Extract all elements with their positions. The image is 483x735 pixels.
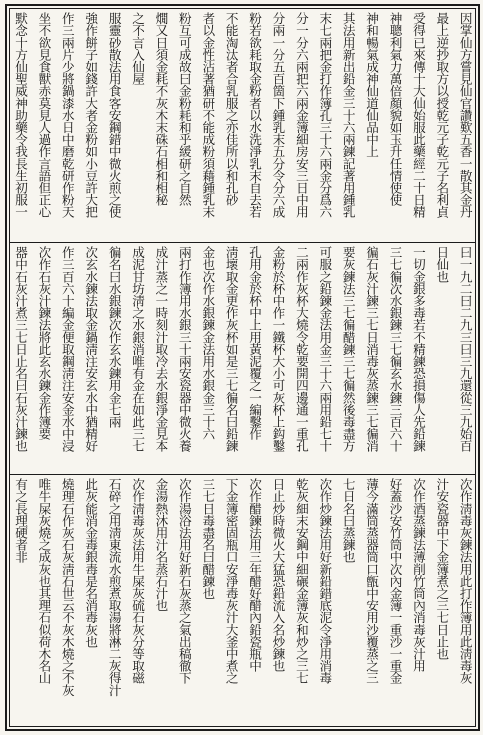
text-column: 好蓋沙安竹筒中次內金簿一重沙一重金 xyxy=(387,478,403,684)
text-column: 強作餅子如錢許大者金粉如小豆許大把 xyxy=(83,12,99,218)
text-column: 薄今滿筒蒸器筒口甑中安用沙覆蒸之三 xyxy=(364,478,380,684)
text-column: 粉互可成故曰金粉耗和乎緩研之自然 xyxy=(176,12,192,206)
text-column: 日仙也 xyxy=(434,246,450,283)
text-column: 七日名曰蒸鍊也 xyxy=(340,478,356,563)
text-column: 三七日毒盡名曰醋鍊也 xyxy=(200,478,216,599)
text-column: 下金簿密固瓶口安淨毒灰汁大釜中煮之 xyxy=(223,478,239,684)
text-column: 石碎之用淸東流水煎煮取湯將淋二灰得汁 xyxy=(106,478,122,696)
text-column: 燒理石作灰石灰淸石世云不灰木燒之不灰 xyxy=(59,478,75,696)
text-column: 器中石灰汁煮三七日止名曰石灰汁鍊也 xyxy=(13,246,28,452)
text-column: 淸壞取金更作灰杯如是三七徧名曰鉛鍊 xyxy=(223,246,239,452)
text-column: 分一分六兩把六兩金簿細房安三日中用 xyxy=(293,12,309,218)
text-column: 最上逆抄取方以授乾元子乾元子名利貞 xyxy=(434,12,450,218)
page-border xyxy=(5,4,480,731)
text-column: 次玄水鍊法取金鍋淸注安玄水中猶精好 xyxy=(83,246,99,452)
text-column: 兩打作簿用水銀三十兩安瓷器中微火養 xyxy=(176,246,192,452)
text-column: 徧石灰汁鍊三七日消毒灰蒸鍊三七徧消 xyxy=(364,246,380,452)
text-column: 曰一九二曰二九三曰三九還從三九始百 xyxy=(457,246,473,452)
text-column: 金也次作水銀鍊金法用水銀金三十六 xyxy=(200,246,216,440)
text-column: 次作炒鍊法用好新鉛錯底泥令淨用消毒 xyxy=(317,478,333,684)
top-register xyxy=(12,12,473,239)
text-column: 次作淸毒灰鍊法用此打作簿用此淸毒灰 xyxy=(457,478,473,684)
register-divider-2 xyxy=(10,474,475,475)
text-column: 次作酒蒸鍊法薄削竹筒內消毒灰汁用 xyxy=(410,478,426,672)
text-column: 徧名曰水銀鍊次作玄水鍊用金七兩 xyxy=(106,246,122,428)
text-column: 唯牛屎灰燒之成灰也其理石似荷木名山 xyxy=(36,478,52,684)
middle-register xyxy=(12,246,473,471)
register-divider-1 xyxy=(10,242,475,243)
text-column: 乾灰細末安鋼中細碾金簿灰和炒之三七 xyxy=(293,478,309,684)
text-column: 粉若欲耗取金粉者以水洗淨乳末自去若 xyxy=(247,12,263,218)
text-column: 服靈砂散法用食客安鋼錯中微火煎之使 xyxy=(106,12,122,218)
text-column: 此灰能消金毒銀毒是名消毒灰也 xyxy=(83,478,99,648)
bottom-register xyxy=(12,478,473,729)
text-column: 分兩一分五百箇下鍾乳末五分令分六成 xyxy=(270,12,286,218)
text-column: 作三百六十編金便取鋼淸注安金水中浸 xyxy=(59,246,75,452)
text-column: 次作石灰汁鍊法將此玄水鍊金作簿要 xyxy=(36,246,52,440)
text-column: 次作醋鍊法用三年醋好醋內鉛瓷瓶中 xyxy=(247,478,263,672)
text-column: 有之長理硬者非 xyxy=(13,478,28,563)
text-column: 次作湯浴法用好新石灰蒸之氣出稿徹下 xyxy=(176,478,192,684)
text-column: 孔用金於杯中上用黃泥覆之一編鑿作 xyxy=(247,246,263,440)
text-column: 受得已來傳十大仙始服此藥經二十日精 xyxy=(410,12,426,218)
text-column: 三七徧次水銀鍊三七徧玄水鍊三百六十 xyxy=(387,246,403,452)
text-column: 金湯熱沐用汁名蒸石汁也 xyxy=(153,478,169,612)
text-column: 末七兩把金打作簿孔三十六兩金分爲六 xyxy=(317,12,333,218)
text-column: 成汁蒸之一時刻汁取冷去水銀淨金見本 xyxy=(153,246,169,452)
text-column: 次作淸毒灰法用牛屎灰硫石灰分等取磁 xyxy=(130,478,146,684)
text-column: 不能淘汰者合乳服之亦佳所以和孔砂 xyxy=(223,12,239,206)
text-column: 神聰利氣力萬倍顏貌如玉升任情使使 xyxy=(387,12,403,206)
text-column: 二兩作灰杯大燒令乾要開四邊通一重孔 xyxy=(293,246,309,452)
text-column: 坐不欲見食獸赤莫見人過作言語但正心 xyxy=(36,12,52,218)
text-column: 成泥甘坊淸之水銀消唯有金在如此三七 xyxy=(130,246,146,452)
text-column: 可服之鉛鍊金法用金三十六兩用鉛七十 xyxy=(317,246,333,452)
text-column: 金粉於杯中作一鐵杯大小可灰杯上鈎鑿 xyxy=(270,246,286,452)
text-column: 要灰鍊法三七徧醋鍊三七徧然後毒盡方 xyxy=(340,246,356,452)
text-column: 默念十方仙聖威神助藥令我長生初服一 xyxy=(13,12,28,218)
text-column: 一切金銀多毒若不精鍊恐損傷人先鉛鍊 xyxy=(410,246,426,452)
text-column: 汁安瓷器中下金簿煮之三七日止也 xyxy=(434,478,450,660)
text-column: 神和暢氣成神仙道仙品中上 xyxy=(364,12,380,158)
text-column: 日止炒時微火大猛恐鉛流入名炒鍊也 xyxy=(270,478,286,672)
text-column: 燗又日須金耗不灰木末硃石相和相秘 xyxy=(153,12,169,206)
text-column: 之不言入仙屋 xyxy=(130,12,146,85)
text-column: 者以金性沾著猶研不能成粉須藉鍾乳末 xyxy=(200,12,216,218)
text-column: 因掌仙方嘗見仙官讚歎五香一散其金丹 xyxy=(457,12,473,218)
text-column: 其法用新出鉛金三十六兩鍊記著用鍾乳 xyxy=(340,12,356,218)
text-column: 作三兩片少將鍋漆水日中磨乾研作粉天 xyxy=(59,12,75,218)
